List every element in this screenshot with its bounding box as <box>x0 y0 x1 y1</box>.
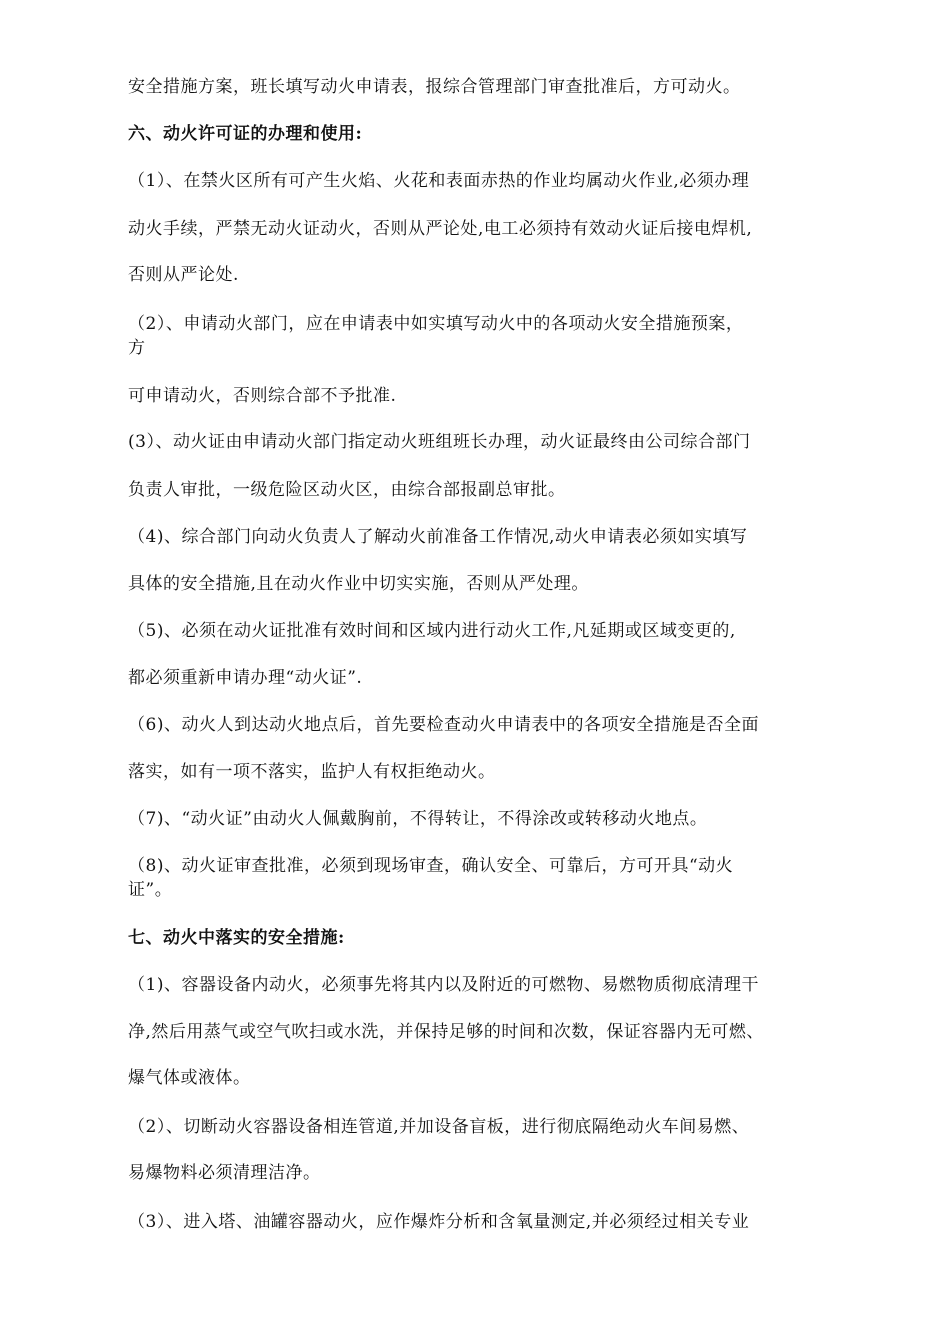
paragraph-line: 净,然后用蒸气或空气吹扫或水洗，并保持足够的时间和次数，保证容器内无可燃、 <box>128 1022 764 1042</box>
section-heading-6: 六、动火许可证的办理和使用: <box>128 124 363 144</box>
paragraph-line: （6)、动火人到达动火地点后，首先要检查动火申请表中的各项安全措施是否全面 <box>128 715 759 735</box>
paragraph-line: 可申请动火，否则综合部不予批准. <box>128 386 397 406</box>
paragraph-line: 具体的安全措施,且在动火作业中切实实施，否则从严处理。 <box>128 574 589 594</box>
paragraph-line: 安全措施方案，班长填写动火申请表，报综合管理部门审查批准后，方可动火。 <box>128 77 741 97</box>
paragraph-line: （3）、进入塔、油罐容器动火，应作爆炸分析和含氧量测定,并必须经过相关专业 <box>128 1212 750 1232</box>
paragraph-line: 负责人审批，一级危险区动火区，由综合部报副总审批。 <box>128 480 566 500</box>
paragraph-line: 都必须重新申请办理“动火证”. <box>128 668 363 688</box>
paragraph-line: （1)、容器设备内动火，必须事先将其内以及附近的可燃物、易燃物质彻底清理干 <box>128 975 759 995</box>
paragraph-line: （1）、在禁火区所有可产生火焰、火花和表面赤热的作业均属动火作业,必须办理 <box>128 171 750 191</box>
paragraph-line: 证”。 <box>128 880 173 900</box>
paragraph-line: 动火手续，严禁无动火证动火，否则从严论处,电工必须持有效动火证后接电焊机, <box>128 219 753 239</box>
paragraph-line: （2）、切断动火容器设备相连管道,并加设备盲板，进行彻底隔绝动火车间易燃、 <box>128 1117 750 1137</box>
paragraph-line: 爆气体或液体。 <box>128 1068 251 1088</box>
paragraph-line: 落实，如有一项不落实，监护人有权拒绝动火。 <box>128 762 496 782</box>
paragraph-line: (3）、动火证由申请动火部门指定动火班组班长办理，动火证最终由公司综合部门 <box>128 432 751 452</box>
paragraph-line: （5)、必须在动火证批准有效时间和区域内进行动火工作,凡延期或区域变更的, <box>128 621 736 641</box>
paragraph-line: （4)、综合部门向动火负责人了解动火前准备工作情况,动火申请表必须如实填写 <box>128 527 748 547</box>
paragraph-line: 方 <box>128 338 146 358</box>
paragraph-line: （8)、动火证审查批准，必须到现场审查，确认安全、可靠后，方可开具“动火 <box>128 856 734 876</box>
paragraph-line: 易爆物料必须清理洁净。 <box>128 1163 321 1183</box>
paragraph-line: （7)、“动火证”由动火人佩戴胸前，不得转让，不得涂改或转移动火地点。 <box>128 809 708 829</box>
paragraph-line: 否则从严论处. <box>128 265 239 285</box>
section-heading-7: 七、动火中落实的安全措施: <box>128 928 345 948</box>
paragraph-line: （2）、申请动火部门，应在申请表中如实填写动火中的各项动火安全措施预案， <box>128 314 744 334</box>
